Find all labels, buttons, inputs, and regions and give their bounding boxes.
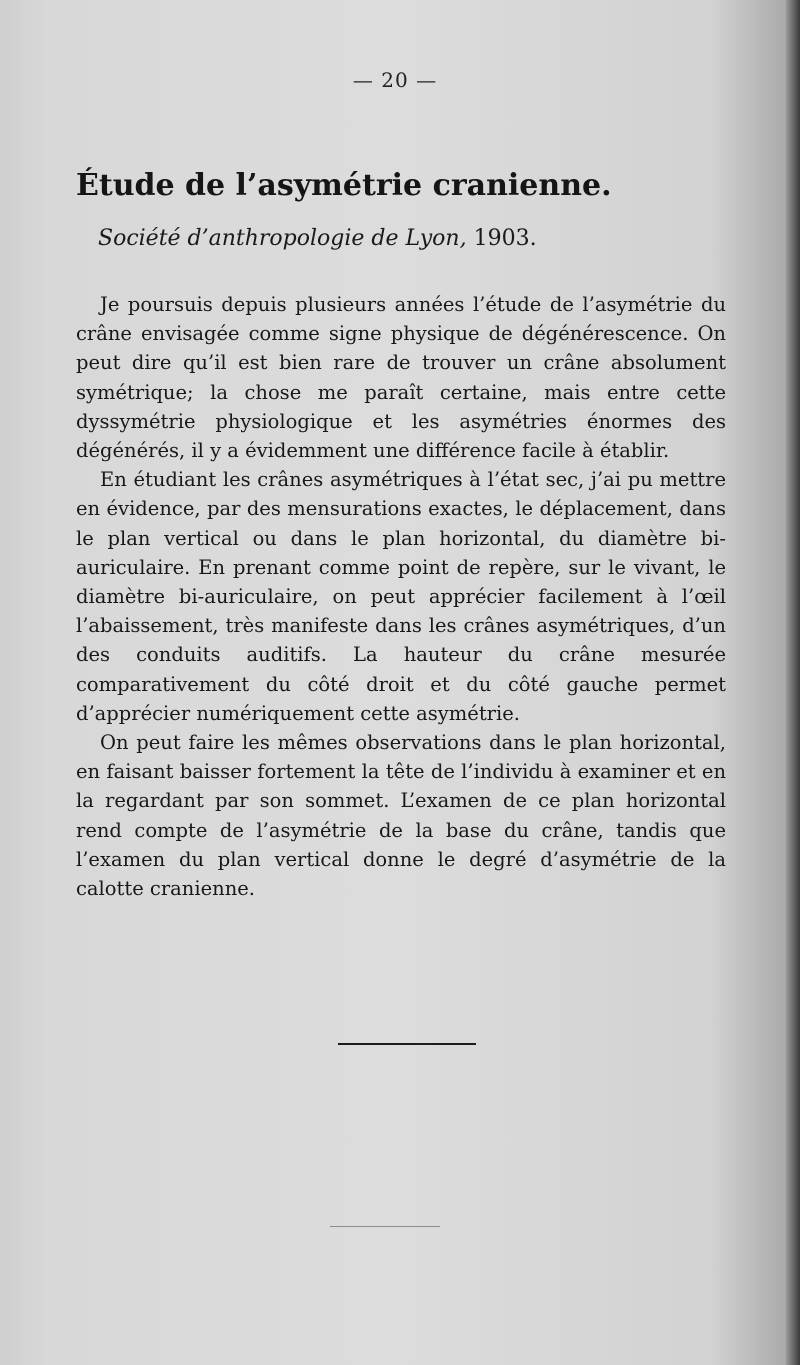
source-year: 1903. — [473, 226, 537, 251]
page-number: — 20 — — [352, 68, 438, 92]
section-title: Étude de l’asymétrie cranienne. — [76, 168, 612, 203]
source-citation — [98, 226, 537, 251]
paragraph-3: On peut faire les mêmes observations dans le plan horizontal, en faisant baisser fortement la tête de l’individu à examiner et en la regardant par son sommet. L’examen de ce plan horizontal rend compte de l’asymétrie de la base du crâne, tandis que l’examen du plan vertical donne le degré d’asymétrie de la calotte cranienne. — [76, 731, 726, 901]
source-society: Société d’anthropologie de Lyon, — [98, 226, 467, 251]
paragraph-2: En étudiant les crânes asymétriques à l’état sec, j’ai pu mettre en évidence, par des mensurations exactes, le déplacement, dans le plan vertical ou dans le plan horizontal, du diamètre bi-auriculaire. En prenant comme point de repère, sur le vivant, le diamètre bi-auriculaire, on peut apprécier facilement à l’œil l’abaissement, très manifeste dans les crânes asymétriques, d’un des conduits auditifs. La hauteur du crâne mesurée comparativement du côté droit et du côté gauche permet d’apprécier numériquement cette asymétrie. — [76, 468, 726, 725]
section-divider — [338, 1043, 476, 1045]
faint-divider — [330, 1226, 440, 1227]
book-spine-shadow — [786, 0, 800, 1365]
body-text — [76, 290, 726, 903]
paragraph-1: Je poursuis depuis plusieurs années l’étude de l’asymétrie du crâne envisagée comme signe physique de dégénérescence. On peut dire qu’il est bien rare de trouver un crâne absolument symétrique; la chose me paraît certaine, mais entre cette dyssymétrie physiologique et les asymétries énormes des dégénérés, il y a évidemment une différence facile à établir. — [76, 293, 726, 463]
